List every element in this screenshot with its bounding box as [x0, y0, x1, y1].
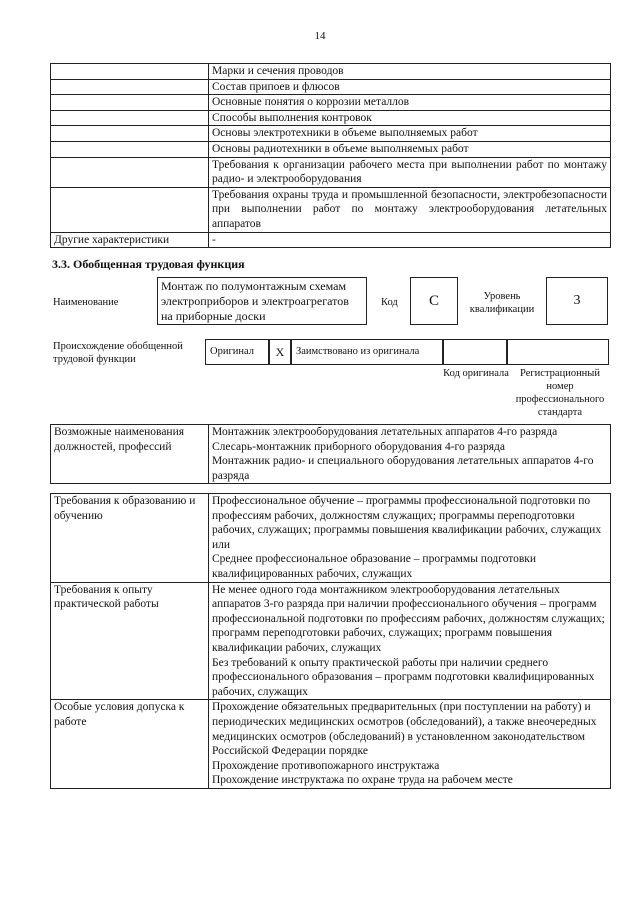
requirements-table — [50, 493, 611, 789]
education-value — [209, 494, 611, 583]
table-row — [51, 95, 611, 111]
requirement-line: Прохождение обязательных предварительных (при поступлении на работу) и периодических медицинских осмотров (обследований), а также внеочередных медицинских осмотров (обследований) в установленном законодательством Российской Федерации порядке — [212, 701, 597, 758]
row-label — [51, 157, 209, 187]
requirement-line: Без требований к опыту практической работы при наличии среднего профессионального образования – программ подготовки квалифицированных рабочих, служащих — [212, 656, 595, 698]
row-label — [51, 64, 209, 80]
positions-value — [209, 425, 611, 484]
table-row — [51, 79, 611, 95]
positions-table — [50, 424, 611, 484]
origin-row — [205, 339, 609, 365]
reg-number-cell — [507, 339, 609, 365]
position-line: Монтажник электрооборудования летательных аппаратов 4-го разряда — [212, 426, 558, 438]
row-label — [51, 79, 209, 95]
experience-label: Требования к опыту практической работы — [51, 582, 209, 700]
row-value: Требования к организации рабочего места при выполнении работ по монтажу радио- и электрооборудования — [209, 157, 611, 187]
table-row — [51, 126, 611, 142]
positions-label: Возможные наименования должностей, профессий — [51, 425, 209, 484]
table-row — [51, 582, 611, 700]
code-label: Код — [381, 297, 398, 308]
origin-code-cell — [443, 339, 507, 365]
admission-value — [209, 700, 611, 789]
row-label — [51, 95, 209, 111]
original-cell: Оригинал — [205, 339, 269, 365]
row-value: Основные понятия о коррозии металлов — [209, 95, 611, 111]
reg-number-note: Регистрационный номер профессионального стандарта — [515, 368, 605, 418]
row-label — [51, 187, 209, 232]
function-name-box: Монтаж по полумонтажным схемам электроприборов и электроагрегатов на приборные доски — [157, 277, 367, 325]
row-value: Способы выполнения контровок — [209, 110, 611, 126]
education-label: Требования к образованию и обучению — [51, 494, 209, 583]
original-mark: X — [269, 339, 291, 365]
name-label: Наименование — [53, 297, 119, 308]
row-value: Марки и сечения проводов — [209, 64, 611, 80]
row-value: Основы радиотехники в объеме выполняемых работ — [209, 141, 611, 157]
page-number: 14 — [314, 30, 326, 42]
table-row — [51, 157, 611, 187]
admission-label: Особые условия допуска к работе — [51, 700, 209, 789]
requirement-line: Прохождение инструктажа по охране труда на рабочем месте — [212, 774, 513, 787]
borrowed-cell: Заимствовано из оригинала — [291, 339, 443, 365]
code-value-box: C — [410, 277, 458, 325]
table-row — [51, 700, 611, 789]
table-row — [51, 232, 611, 248]
table-row — [51, 64, 611, 80]
table-row — [51, 494, 611, 583]
row-label — [51, 126, 209, 142]
requirement-line: Профессиональное обучение – программы профессиональной подготовки по профессиям рабочих, должностям служащих; программы переподготовки рабочих, служащих; программы повышения квалификации рабочих, служащих — [212, 495, 602, 537]
row-value: Требования охраны труда и промышленной безопасности, электробезопасности при выполнении работ по монтажу электрооборудования летательных аппаратов — [209, 187, 611, 232]
requirement-line: Не менее одного года монтажником электрооборудования летательных аппаратов 3-го разряда при наличии профессионального обучения – программ профессиональной подготовки по профессиям рабочих, должностям служащих; программ переподготовки рабочих, служащих; программ повышения квалификации рабочих, служащих — [212, 583, 605, 654]
row-value: Основы электротехники в объеме выполняемых работ — [209, 126, 611, 142]
level-label: Уровень квалификации — [469, 291, 535, 315]
row-value: - — [209, 232, 611, 248]
knowledge-table — [50, 63, 611, 248]
position-line: Слесарь-монтажник приборного оборудования 4-го разряда — [212, 440, 505, 453]
experience-value — [209, 582, 611, 700]
origin-code-note: Код оригинала — [443, 368, 509, 379]
row-label — [51, 141, 209, 157]
table-row — [51, 110, 611, 126]
requirement-line: или — [212, 538, 231, 551]
level-value-box: 3 — [546, 277, 608, 325]
section-title: 3.3. Обобщенная трудовая функция — [52, 257, 245, 271]
requirement-line: Среднее профессиональное образование – программы подготовки квалифицированных рабочих, служащих — [212, 553, 537, 580]
origin-label: Происхождение обобщенной трудовой функции — [53, 341, 183, 365]
table-row — [51, 141, 611, 157]
row-label — [51, 110, 209, 126]
requirement-line: Прохождение противопожарного инструктажа — [212, 759, 440, 772]
table-row — [51, 187, 611, 232]
row-value: Состав припоев и флюсов — [209, 79, 611, 95]
table-row — [51, 425, 611, 484]
row-label: Другие характеристики — [51, 232, 209, 248]
position-line: Монтажник радио- и специального оборудования летательных аппаратов 4-го разряда — [212, 455, 594, 482]
